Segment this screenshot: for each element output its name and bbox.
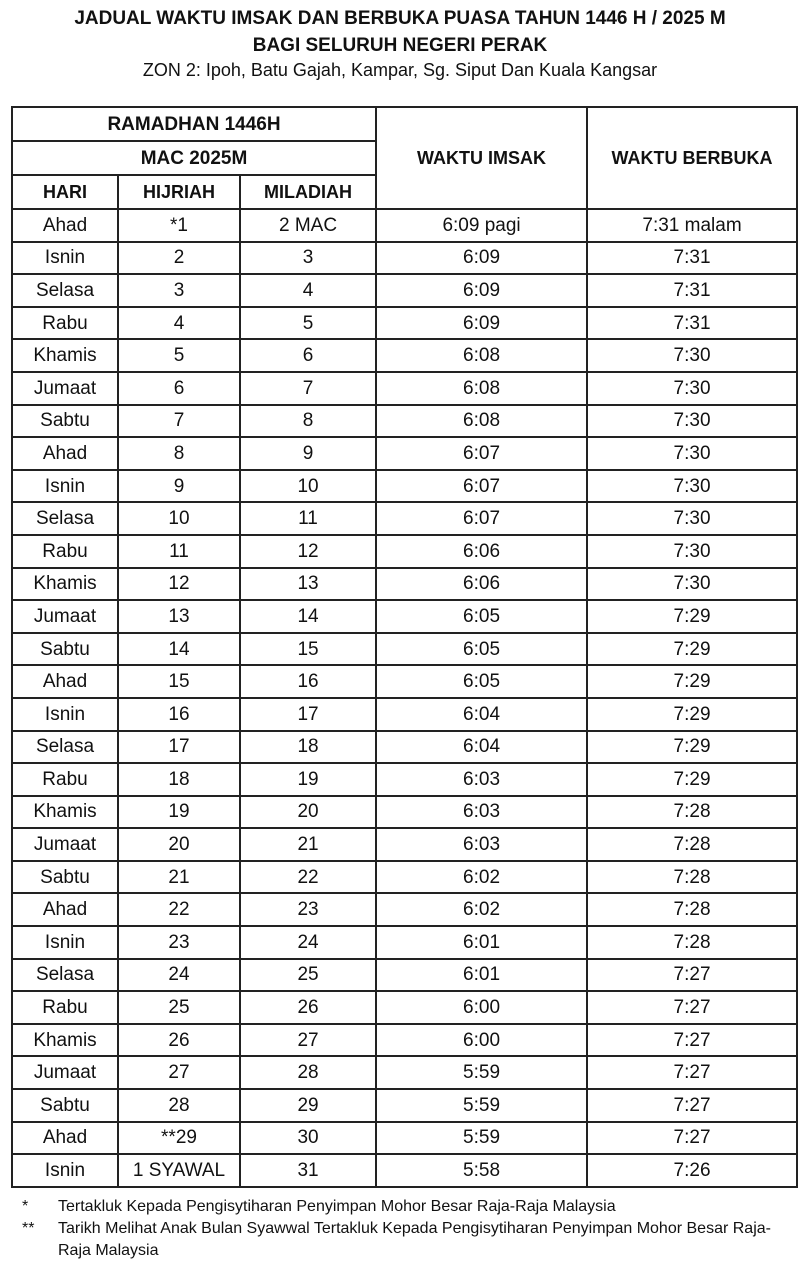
- gregorian-date-cell: 16: [240, 665, 376, 698]
- table-row: [12, 828, 797, 861]
- imsak-time-cell: 6:08: [376, 339, 587, 372]
- table-row: [12, 1024, 797, 1057]
- berbuka-time-cell: 7:29: [587, 633, 797, 666]
- gregorian-date-cell: 20: [240, 796, 376, 829]
- hijri-date-cell: 10: [118, 502, 240, 535]
- imsak-time-cell: 6:09: [376, 274, 587, 307]
- footnote: [22, 1218, 782, 1262]
- gregorian-date-cell: 8: [240, 405, 376, 438]
- hijri-date-cell: 28: [118, 1089, 240, 1122]
- berbuka-time-cell: 7:27: [587, 959, 797, 992]
- gregorian-date-cell: 4: [240, 274, 376, 307]
- gregorian-date-cell: 11: [240, 502, 376, 535]
- hijri-date-cell: 25: [118, 991, 240, 1024]
- table-row: [12, 339, 797, 372]
- berbuka-time-cell: 7:27: [587, 1089, 797, 1122]
- table-row: [12, 242, 797, 275]
- month-gregorian-header: MAC 2025M: [12, 141, 376, 175]
- table-row: [12, 796, 797, 829]
- gregorian-date-cell: 29: [240, 1089, 376, 1122]
- timetable-body: [12, 209, 797, 1187]
- month-hijri-header: RAMADHAN 1446H: [12, 107, 376, 141]
- day-cell: Sabtu: [12, 1089, 118, 1122]
- berbuka-time-cell: 7:30: [587, 339, 797, 372]
- imsak-time-cell: 6:03: [376, 828, 587, 861]
- gregorian-date-cell: 26: [240, 991, 376, 1024]
- berbuka-time-cell: 7:30: [587, 372, 797, 405]
- day-cell: Ahad: [12, 209, 118, 242]
- day-cell: Isnin: [12, 698, 118, 731]
- day-cell: Sabtu: [12, 405, 118, 438]
- hijri-date-cell: 6: [118, 372, 240, 405]
- day-cell: Rabu: [12, 535, 118, 568]
- imsak-time-cell: 6:09 pagi: [376, 209, 587, 242]
- day-cell: Jumaat: [12, 372, 118, 405]
- hijri-date-cell: 15: [118, 665, 240, 698]
- hijri-date-cell: 26: [118, 1024, 240, 1057]
- hijri-date-cell: 1 SYAWAL: [118, 1154, 240, 1187]
- berbuka-time-cell: 7:31 malam: [587, 209, 797, 242]
- prayer-timetable: [11, 106, 798, 1188]
- imsak-time-cell: 6:02: [376, 893, 587, 926]
- berbuka-time-cell: 7:29: [587, 731, 797, 764]
- table-row: [12, 991, 797, 1024]
- gregorian-date-cell: 19: [240, 763, 376, 796]
- gregorian-date-cell: 24: [240, 926, 376, 959]
- imsak-time-cell: 6:03: [376, 796, 587, 829]
- imsak-time-cell: 5:59: [376, 1056, 587, 1089]
- imsak-time-cell: 6:09: [376, 242, 587, 275]
- hari-column-header: HARI: [12, 175, 118, 209]
- hijri-date-cell: *1: [118, 209, 240, 242]
- hijri-date-cell: 5: [118, 339, 240, 372]
- berbuka-time-cell: 7:31: [587, 242, 797, 275]
- imsak-time-cell: 6:04: [376, 698, 587, 731]
- hijri-date-cell: 11: [118, 535, 240, 568]
- day-cell: Jumaat: [12, 828, 118, 861]
- day-cell: Isnin: [12, 242, 118, 275]
- gregorian-date-cell: 5: [240, 307, 376, 340]
- day-cell: Isnin: [12, 926, 118, 959]
- hijri-date-cell: 12: [118, 568, 240, 601]
- berbuka-time-cell: 7:31: [587, 274, 797, 307]
- hijri-date-cell: 9: [118, 470, 240, 503]
- berbuka-time-cell: 7:27: [587, 991, 797, 1024]
- table-row: [12, 665, 797, 698]
- imsak-time-cell: 6:00: [376, 991, 587, 1024]
- table-row: [12, 209, 797, 242]
- day-cell: Rabu: [12, 763, 118, 796]
- day-cell: Ahad: [12, 893, 118, 926]
- miladiah-column-header: MILADIAH: [240, 175, 376, 209]
- berbuka-time-cell: 7:28: [587, 861, 797, 894]
- table-row: [12, 600, 797, 633]
- berbuka-time-cell: 7:29: [587, 665, 797, 698]
- hijri-date-cell: 8: [118, 437, 240, 470]
- gregorian-date-cell: 17: [240, 698, 376, 731]
- table-row: [12, 959, 797, 992]
- imsak-time-cell: 5:59: [376, 1122, 587, 1155]
- gregorian-date-cell: 12: [240, 535, 376, 568]
- hijri-date-cell: 21: [118, 861, 240, 894]
- hijri-date-cell: 20: [118, 828, 240, 861]
- day-cell: Khamis: [12, 568, 118, 601]
- table-row: [12, 405, 797, 438]
- table-row: [12, 535, 797, 568]
- hijri-date-cell: 24: [118, 959, 240, 992]
- day-cell: Ahad: [12, 1122, 118, 1155]
- berbuka-time-cell: 7:29: [587, 763, 797, 796]
- table-row: [12, 307, 797, 340]
- hijriah-column-header: HIJRIAH: [118, 175, 240, 209]
- berbuka-time-cell: 7:28: [587, 893, 797, 926]
- day-cell: Ahad: [12, 437, 118, 470]
- gregorian-date-cell: 6: [240, 339, 376, 372]
- gregorian-date-cell: 10: [240, 470, 376, 503]
- berbuka-time-cell: 7:31: [587, 307, 797, 340]
- imsak-time-cell: 6:05: [376, 633, 587, 666]
- imsak-time-cell: 6:05: [376, 600, 587, 633]
- day-cell: Isnin: [12, 1154, 118, 1187]
- table-row: [12, 470, 797, 503]
- zone-label: ZON 2: Ipoh, Batu Gajah, Kampar, Sg. Siput Dan Kuala Kangsar: [142, 60, 658, 80]
- table-row: [12, 731, 797, 764]
- gregorian-date-cell: 25: [240, 959, 376, 992]
- table-row: [12, 698, 797, 731]
- gregorian-date-cell: 15: [240, 633, 376, 666]
- hijri-date-cell: 27: [118, 1056, 240, 1089]
- imsak-time-cell: 6:09: [376, 307, 587, 340]
- hijri-date-cell: 3: [118, 274, 240, 307]
- table-row: [12, 1089, 797, 1122]
- hijri-date-cell: 18: [118, 763, 240, 796]
- berbuka-time-cell: 7:28: [587, 926, 797, 959]
- day-cell: Sabtu: [12, 633, 118, 666]
- imsak-time-cell: 6:01: [376, 926, 587, 959]
- day-cell: Khamis: [12, 796, 118, 829]
- day-cell: Selasa: [12, 502, 118, 535]
- gregorian-date-cell: 30: [240, 1122, 376, 1155]
- day-cell: Selasa: [12, 274, 118, 307]
- gregorian-date-cell: 9: [240, 437, 376, 470]
- day-cell: Rabu: [12, 307, 118, 340]
- day-cell: Khamis: [12, 339, 118, 372]
- hijri-date-cell: **29: [118, 1122, 240, 1155]
- hijri-date-cell: 4: [118, 307, 240, 340]
- imsak-column-header: WAKTU IMSAK: [376, 107, 587, 209]
- table-row: [12, 893, 797, 926]
- imsak-time-cell: 6:02: [376, 861, 587, 894]
- imsak-time-cell: 6:00: [376, 1024, 587, 1057]
- hijri-date-cell: 14: [118, 633, 240, 666]
- imsak-time-cell: 6:08: [376, 405, 587, 438]
- hijri-date-cell: 16: [118, 698, 240, 731]
- imsak-time-cell: 6:04: [376, 731, 587, 764]
- imsak-time-cell: 6:07: [376, 437, 587, 470]
- day-cell: Sabtu: [12, 861, 118, 894]
- berbuka-time-cell: 7:27: [587, 1122, 797, 1155]
- imsak-time-cell: 6:03: [376, 763, 587, 796]
- day-cell: Jumaat: [12, 600, 118, 633]
- imsak-time-cell: 6:01: [376, 959, 587, 992]
- day-cell: Selasa: [12, 731, 118, 764]
- table-row: [12, 1122, 797, 1155]
- gregorian-date-cell: 22: [240, 861, 376, 894]
- table-row: [12, 1056, 797, 1089]
- hijri-date-cell: 2: [118, 242, 240, 275]
- page-title: JADUAL WAKTU IMSAK DAN BERBUKA PUASA TAHUN 1446 H / 2025 M: [74, 8, 726, 29]
- berbuka-time-cell: 7:30: [587, 437, 797, 470]
- gregorian-date-cell: 2 MAC: [240, 209, 376, 242]
- gregorian-date-cell: 23: [240, 893, 376, 926]
- imsak-time-cell: 5:58: [376, 1154, 587, 1187]
- table-row: [12, 274, 797, 307]
- hijri-date-cell: 13: [118, 600, 240, 633]
- berbuka-time-cell: 7:27: [587, 1024, 797, 1057]
- table-row: [12, 763, 797, 796]
- footnote: [22, 1196, 782, 1218]
- day-cell: Ahad: [12, 665, 118, 698]
- berbuka-time-cell: 7:30: [587, 470, 797, 503]
- gregorian-date-cell: 27: [240, 1024, 376, 1057]
- table-row: [12, 502, 797, 535]
- imsak-time-cell: 6:07: [376, 502, 587, 535]
- hijri-date-cell: 23: [118, 926, 240, 959]
- table-row: [12, 372, 797, 405]
- day-cell: Khamis: [12, 1024, 118, 1057]
- berbuka-column-header: WAKTU BERBUKA: [587, 107, 797, 209]
- berbuka-time-cell: 7:27: [587, 1056, 797, 1089]
- day-cell: Rabu: [12, 991, 118, 1024]
- hijri-date-cell: 19: [118, 796, 240, 829]
- imsak-time-cell: 6:06: [376, 535, 587, 568]
- hijri-date-cell: 22: [118, 893, 240, 926]
- berbuka-time-cell: 7:29: [587, 698, 797, 731]
- table-row: [12, 568, 797, 601]
- gregorian-date-cell: 21: [240, 828, 376, 861]
- gregorian-date-cell: 3: [240, 242, 376, 275]
- footnote-marker: **: [22, 1220, 35, 1237]
- table-row: [12, 1154, 797, 1187]
- berbuka-time-cell: 7:26: [587, 1154, 797, 1187]
- hijri-date-cell: 17: [118, 731, 240, 764]
- berbuka-time-cell: 7:30: [587, 535, 797, 568]
- berbuka-time-cell: 7:28: [587, 828, 797, 861]
- day-cell: Isnin: [12, 470, 118, 503]
- berbuka-time-cell: 7:29: [587, 600, 797, 633]
- gregorian-date-cell: 18: [240, 731, 376, 764]
- berbuka-time-cell: 7:28: [587, 796, 797, 829]
- gregorian-date-cell: 7: [240, 372, 376, 405]
- imsak-time-cell: 6:06: [376, 568, 587, 601]
- berbuka-time-cell: 7:30: [587, 502, 797, 535]
- table-row: [12, 861, 797, 894]
- gregorian-date-cell: 31: [240, 1154, 376, 1187]
- berbuka-time-cell: 7:30: [587, 405, 797, 438]
- footnote-marker: *: [22, 1198, 29, 1215]
- hijri-date-cell: 7: [118, 405, 240, 438]
- berbuka-time-cell: 7:30: [587, 568, 797, 601]
- gregorian-date-cell: 14: [240, 600, 376, 633]
- day-cell: Selasa: [12, 959, 118, 992]
- table-row: [12, 633, 797, 666]
- table-row: [12, 926, 797, 959]
- footnote-text: Tarikh Melihat Anak Bulan Syawwal Tertakluk Kepada Pengisytiharan Penyimpan Mohor Besar Raja-Raja Malaysia: [58, 1220, 771, 1259]
- footnotes: [22, 1196, 782, 1262]
- page-subtitle: BAGI SELURUH NEGERI PERAK: [252, 35, 548, 56]
- footnote-text: Tertakluk Kepada Pengisytiharan Penyimpan Mohor Besar Raja-Raja Malaysia: [58, 1198, 616, 1215]
- gregorian-date-cell: 28: [240, 1056, 376, 1089]
- imsak-time-cell: 6:08: [376, 372, 587, 405]
- gregorian-date-cell: 13: [240, 568, 376, 601]
- table-row: [12, 437, 797, 470]
- imsak-time-cell: 6:07: [376, 470, 587, 503]
- imsak-time-cell: 6:05: [376, 665, 587, 698]
- day-cell: Jumaat: [12, 1056, 118, 1089]
- imsak-time-cell: 5:59: [376, 1089, 587, 1122]
